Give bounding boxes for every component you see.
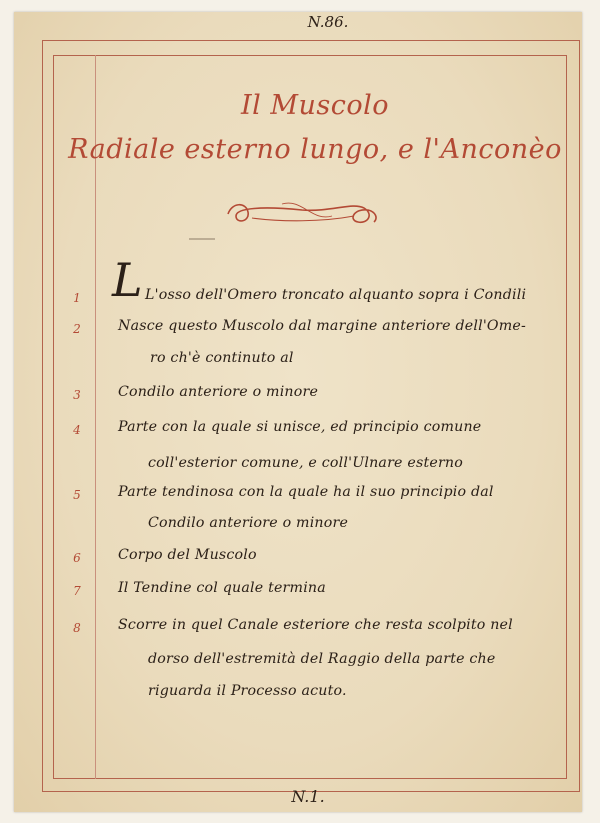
entry-text: coll'esterior comune, e coll'Ulnare esterno [148,455,464,471]
ink-mark [188,236,216,242]
entry-text: Il Tendine col quale termina [118,580,326,596]
entry-number: 3 [73,388,81,402]
entry-number: 4 [73,423,81,437]
entry-text: Nasce questo Muscolo dal margine anteriore dell'Ome- [118,318,526,334]
entry-text: dorso dell'estremità del Raggio della parte che [148,651,496,667]
entry-text: Condilo anteriore o minore [118,384,319,400]
entry-text: ro ch'è continuto al [150,350,294,366]
decorated-initial: L [112,253,143,307]
entry-text: Corpo del Muscolo [118,547,257,563]
entry-number: 8 [73,621,81,635]
entry-text: Parte tendinosa con la quale ha il suo principio dal [118,484,494,500]
entry-text: Parte con la quale si unisce, ed principio comune [118,419,482,435]
entry-text: L'osso dell'Omero troncato alquanto sopra i Condili [145,287,527,303]
entry-number: 6 [73,551,81,565]
entry-text: riguarda il Processo acuto. [148,683,347,699]
entry-number: 1 [73,291,81,305]
page-number: N.86. [307,13,349,31]
title-line-1: Il Muscolo [240,90,390,121]
flourish-ornament [222,192,382,234]
entry-text: Scorre in quel Canale esteriore che resta scolpito nel [118,617,513,633]
entry-text: Condilo anteriore o minore [148,515,349,531]
entry-number: 7 [73,584,81,598]
title-line-2: Radiale esterno lungo, e l'Anconèo [68,134,562,165]
entry-number: 2 [73,322,81,336]
entry-number: 5 [73,488,81,502]
plate-number: N.1. [291,787,325,806]
